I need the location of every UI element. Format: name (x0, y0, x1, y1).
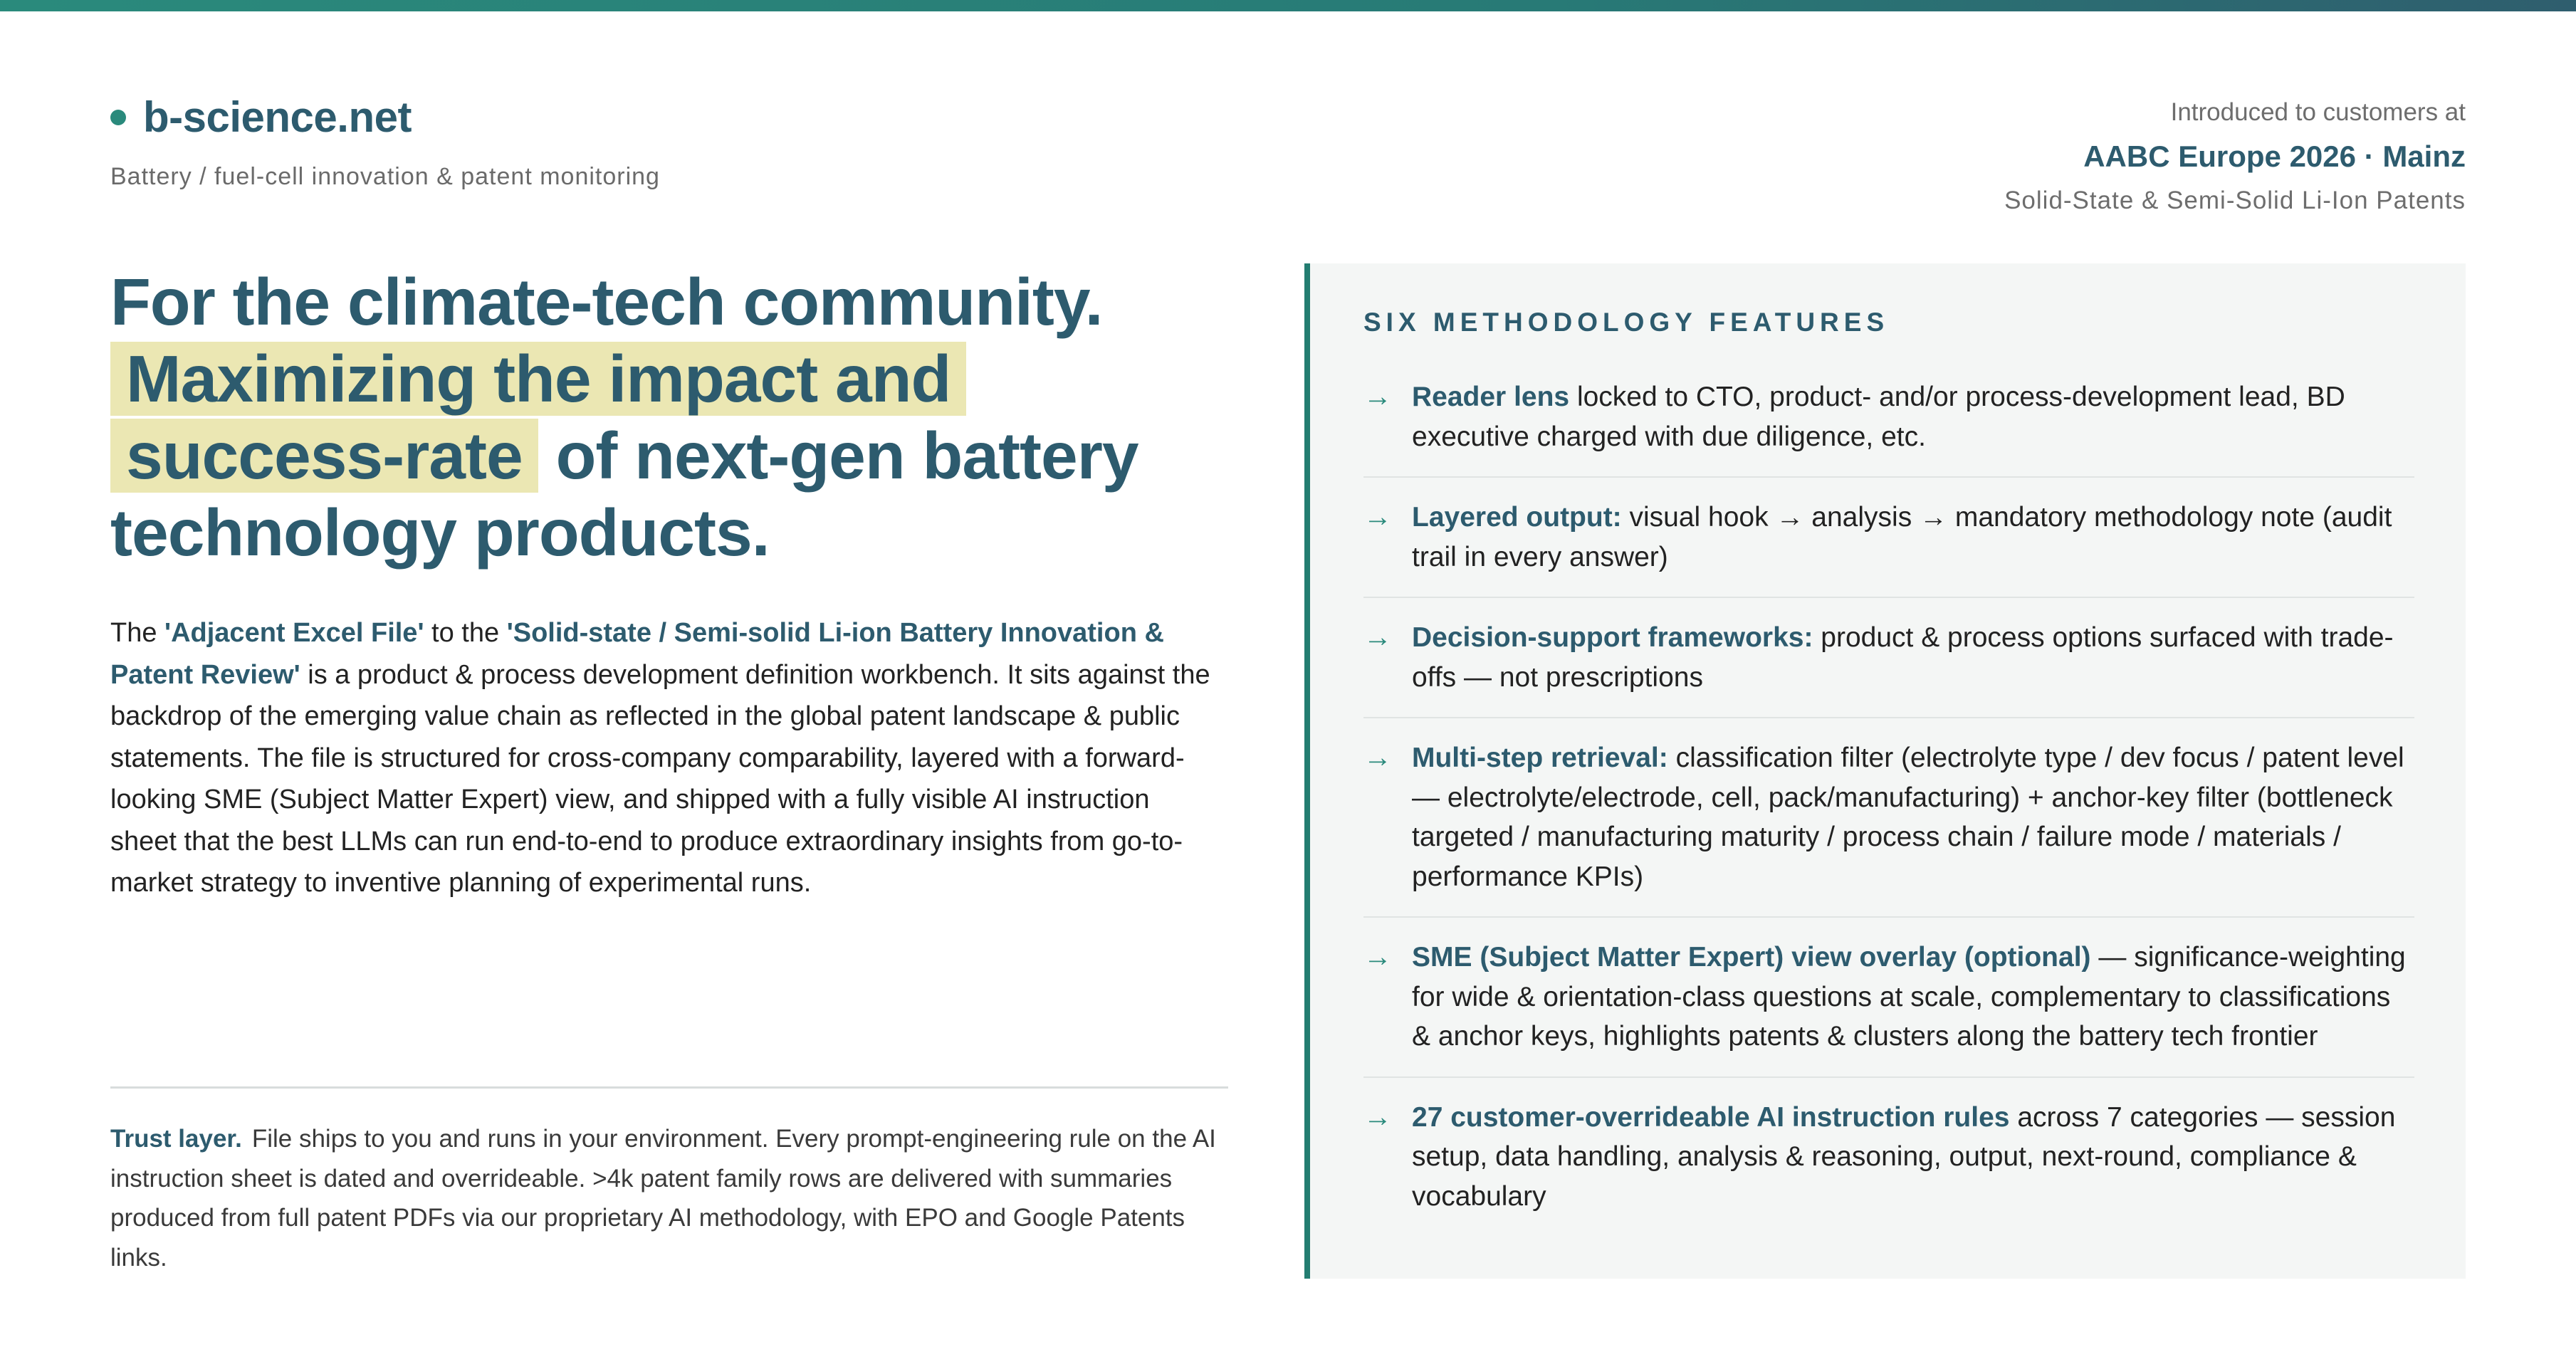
arrow-right-icon: → (1363, 381, 1392, 412)
feature-title: Multi-step retrieval: (1412, 743, 1668, 773)
feature-title: Reader lens (1412, 382, 1570, 412)
feature-title: Layered output: (1412, 502, 1622, 533)
arrow-right-icon: → (1363, 622, 1392, 653)
feature-description: visual hook → analysis → mandatory methodology note (audit trail in every answer) (1412, 502, 2392, 572)
page-headline (110, 263, 1250, 571)
feature-description: product & process options surfaced with trade-offs — not prescriptions (1412, 622, 2394, 693)
arrow-right-icon: → (1363, 742, 1392, 773)
feature-description: across 7 categories — session setup, data handling, analysis & reasoning, output, next-round, compliance & vocabulary (1412, 1101, 2396, 1212)
brand-name: b-science.net (143, 93, 412, 141)
feature-title: Decision-support frameworks: (1412, 622, 1813, 653)
intro-block (2004, 98, 2466, 215)
feature-item (1363, 1098, 2414, 1237)
feature-item (1363, 498, 2414, 598)
feature-description: classification filter (electrolyte type / dev focus / patent level — electrolyte/electrode, cell, pack/manufacturing) + anchor-key filter (bottleneck targeted / manufacturing maturity / process chain / failure mode / materials / performance KPIs) (1412, 743, 2404, 892)
body-bold-2: 'Solid-state / Semi-solid Li-ion Battery Innovation & Patent Review' (110, 618, 1164, 690)
body-bold-1: 'Adjacent Excel File' (164, 618, 424, 648)
body-text-3: is a product & process development definition workbench. It sits against the backdrop of the emerging value chain as reflected in the global patent landscape & public statements. The file is structured for cross-company comparability, layered with a forward-looking SME (Subject Matter Expert) view, and shipped with a fully visible AI instruction sheet that the best LLMs can run end-to-end to produce extraordinary insights from go-to-market strategy to inventive planning of experimental runs. (110, 659, 1210, 898)
brand-block (110, 93, 660, 191)
feature-list (1363, 377, 2414, 1256)
trust-note (110, 1119, 1221, 1277)
top-accent-bar (0, 0, 2576, 11)
trust-label: Trust layer. (110, 1125, 242, 1153)
feature-item (1363, 738, 2414, 918)
headline-highlight-2: success-rate (110, 419, 538, 493)
brand-dot-icon (110, 110, 126, 125)
feature-item (1363, 938, 2414, 1078)
feature-title: SME (Subject Matter Expert) view overlay (optional) (1412, 942, 2091, 973)
arrow-right-icon: → (1363, 1101, 1392, 1133)
features-panel (1304, 263, 2466, 1279)
feature-item (1363, 377, 2414, 478)
arrow-right-icon: → (1363, 501, 1392, 533)
headline-line1: For the climate-tech community. (110, 265, 1103, 339)
intro-pretext: Introduced to customers at (2170, 98, 2466, 126)
headline-rest: of next-gen battery technology products. (110, 419, 1138, 570)
trust-text: File ships to you and runs in your environment. Every prompt-engineering rule on the AI instruction sheet is dated and overrideable. >4k patent family rows are delivered with summaries produced from full patent PDFs via our proprietary AI methodology, with EPO and Google Patents links. (110, 1125, 1216, 1272)
intro-event: AABC Europe 2026 · Mainz (2083, 140, 2466, 173)
panel-title: SIX METHODOLOGY FEATURES (1363, 308, 1890, 337)
feature-description: — significance-weighting for wide & orientation-class questions at scale, complementary to classifications & anchor keys, highlights patents & clusters along the battery tech frontier (1412, 942, 2406, 1052)
body-text-1: The (110, 618, 165, 648)
brand-tagline: Battery / fuel-cell innovation & patent monitoring (110, 163, 660, 190)
divider (110, 1086, 1228, 1089)
arrow-right-icon: → (1363, 941, 1392, 973)
body-text-2: to the (424, 618, 507, 648)
headline-highlight-1: Maximizing the impact and (110, 342, 966, 416)
feature-description: locked to CTO, product- and/or process-development lead, BD executive charged with due diligence, etc. (1412, 382, 2345, 452)
intro-subtitle: Solid-State & Semi-Solid Li-Ion Patents (2004, 187, 2466, 214)
feature-title: 27 customer-overrideable AI instruction rules (1412, 1101, 2010, 1133)
body-paragraph (110, 612, 1221, 904)
feature-item (1363, 618, 2414, 718)
